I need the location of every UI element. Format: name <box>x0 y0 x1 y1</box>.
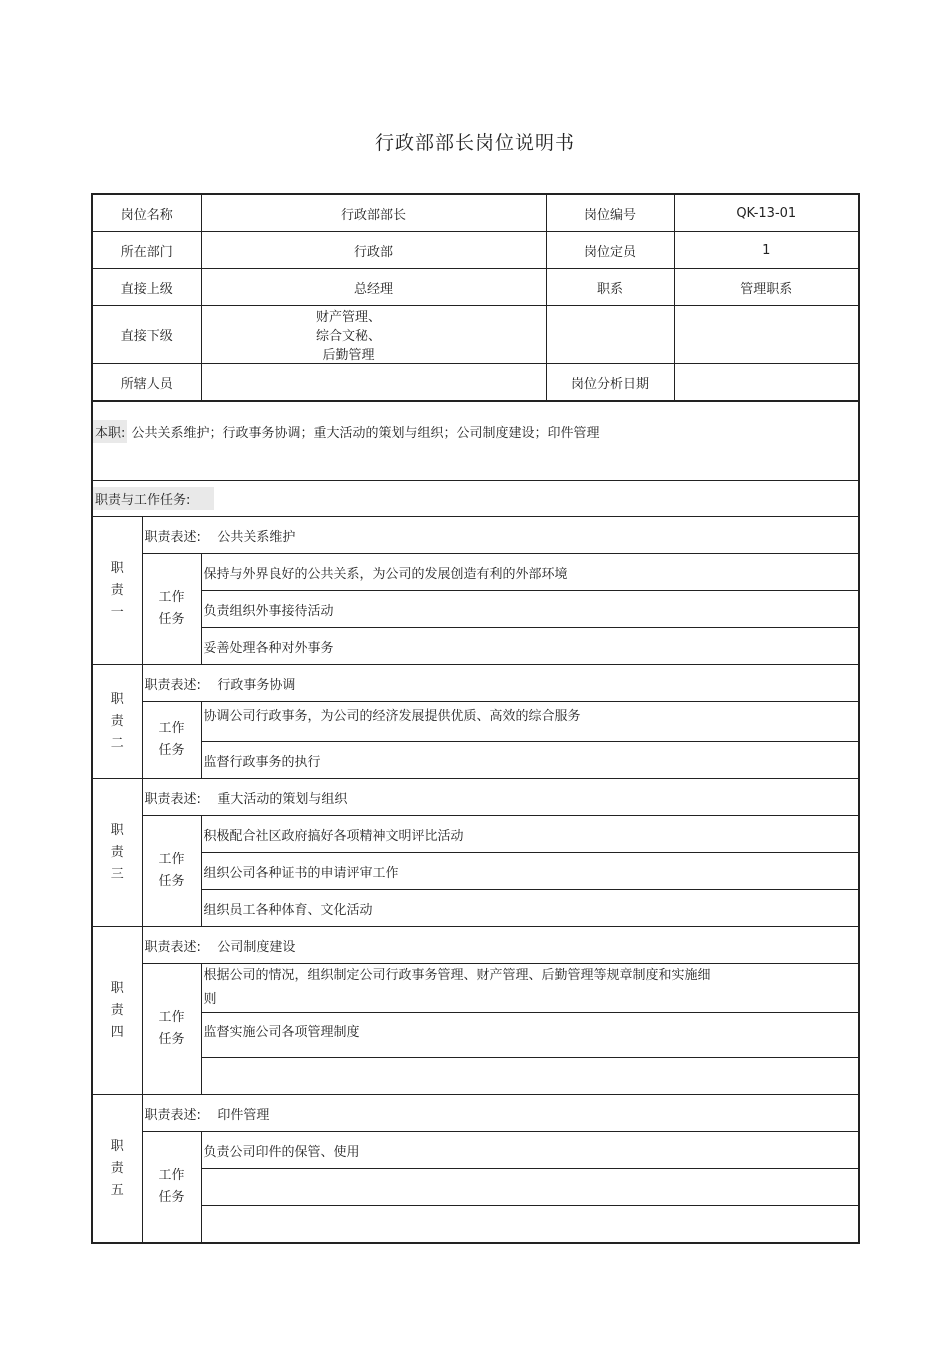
task-text-line: 根据公司的情况，组织制定公司行政事务管理、财产管理、后勤管理等规章制度和实施细 <box>203 968 711 983</box>
duty-desc-label: 职责表述: <box>144 791 201 807</box>
duty-1-task-row <box>92 628 859 665</box>
info-value <box>201 306 546 364</box>
duty-2-desc <box>142 665 859 702</box>
task-label: 任务 <box>158 612 185 627</box>
duty-label-char: 职 <box>110 691 124 707</box>
duty-desc-text: 重大活动的策划与组织 <box>217 791 348 807</box>
duty-label-char: 一 <box>110 604 124 620</box>
task-label: 任务 <box>158 1190 185 1205</box>
info-label: 所在部门 <box>92 232 201 269</box>
duty-2-desc-row <box>92 665 859 702</box>
info-value <box>674 306 859 364</box>
info-row <box>92 269 859 306</box>
duty-4-task-row <box>92 964 859 1013</box>
info-value <box>201 364 546 402</box>
duty-3-desc <box>142 779 859 816</box>
duty-desc-text: 行政事务协调 <box>217 677 296 693</box>
job-description-table <box>91 193 860 1244</box>
duties-header: 职责与工作任务: <box>93 487 214 510</box>
info-label: 岗位分析日期 <box>546 364 674 402</box>
task-label: 任务 <box>158 743 185 758</box>
duty-2-task-label <box>142 702 201 779</box>
duty-5-label <box>92 1095 142 1244</box>
duty-4-task-1 <box>201 964 859 1013</box>
duty-1-task-1: 保持与外界良好的公共关系，为公司的发展创造有利的外部环境 <box>201 554 859 591</box>
duty-1-task-label <box>142 554 201 665</box>
duty-5-task-1: 负责公司印件的保管、使用 <box>201 1132 859 1169</box>
duty-4-desc-row <box>92 927 859 964</box>
duty-label-char: 四 <box>110 1024 124 1040</box>
info-value: 行政部部长 <box>201 194 546 232</box>
duty-label-char: 责 <box>110 1160 124 1176</box>
duty-5-task-label <box>142 1132 201 1244</box>
info-row <box>92 194 859 232</box>
duty-label-char: 五 <box>110 1182 124 1198</box>
info-label: 职系 <box>546 269 674 306</box>
info-row <box>92 364 859 402</box>
duty-2-label <box>92 665 142 779</box>
core-duty-cell <box>92 401 859 481</box>
duty-3-task-3: 组织员工各种体育、文化活动 <box>201 890 859 927</box>
duty-desc-text: 公共关系维护 <box>217 529 296 545</box>
duty-label-char: 二 <box>110 735 124 751</box>
duty-1-task-2: 负责组织外事接待活动 <box>201 591 859 628</box>
duty-5-task-3 <box>201 1206 859 1244</box>
duty-3-task-label <box>142 816 201 927</box>
duty-desc-label: 职责表述: <box>144 1107 201 1123</box>
duty-3-task-row <box>92 816 859 853</box>
duty-2-task-2: 监督行政事务的执行 <box>201 742 859 779</box>
duty-2-task-1: 协调公司行政事务，为公司的经济发展提供优质、高效的综合服务 <box>201 702 859 742</box>
info-row <box>92 232 859 269</box>
duty-5-task-row <box>92 1206 859 1244</box>
info-value <box>674 364 859 402</box>
duty-4-task-label <box>142 964 201 1095</box>
task-label: 工作 <box>158 721 185 736</box>
info-label: 所辖人员 <box>92 364 201 402</box>
task-label: 工作 <box>158 1168 185 1183</box>
duty-label-char: 职 <box>110 980 124 996</box>
task-label: 工作 <box>158 852 185 867</box>
duty-5-desc <box>142 1095 859 1132</box>
duty-label-char: 职 <box>110 822 124 838</box>
core-duty-label: 本职: <box>93 420 127 443</box>
duty-5-desc-row <box>92 1095 859 1132</box>
info-label <box>546 306 674 364</box>
duty-4-task-row <box>92 1013 859 1058</box>
duty-2-task-row <box>92 702 859 742</box>
duty-4-label <box>92 927 142 1095</box>
task-label: 任务 <box>158 874 185 889</box>
info-label: 直接上级 <box>92 269 201 306</box>
duty-3-task-1: 积极配合社区政府搞好各项精神文明评比活动 <box>201 816 859 853</box>
duty-label-char: 责 <box>110 713 124 729</box>
task-label: 任务 <box>158 1032 185 1047</box>
duty-label-char: 职 <box>110 1138 124 1154</box>
duty-4-task-row <box>92 1058 859 1095</box>
task-text-line: 则 <box>203 992 217 1007</box>
info-label: 岗位编号 <box>546 194 674 232</box>
info-value: QK-13-01 <box>674 194 859 232</box>
duty-desc-label: 职责表述: <box>144 939 201 955</box>
task-label: 工作 <box>158 1010 185 1025</box>
duty-5-task-row <box>92 1132 859 1169</box>
duty-3-task-2: 组织公司各种证书的申请评审工作 <box>201 853 859 890</box>
duty-1-desc <box>142 517 859 554</box>
duty-5-task-row <box>92 1169 859 1206</box>
info-label: 岗位定员 <box>546 232 674 269</box>
duty-1-task-row <box>92 591 859 628</box>
info-value: 管理职系 <box>674 269 859 306</box>
duty-3-label <box>92 779 142 927</box>
duty-1-task-3: 妥善处理各种对外事务 <box>201 628 859 665</box>
info-label: 直接下级 <box>92 306 201 364</box>
page-title: 行政部部长岗位说明书 <box>374 132 575 154</box>
duty-1-label <box>92 517 142 665</box>
duty-1-task-row <box>92 554 859 591</box>
duty-desc-label: 职责表述: <box>144 529 201 545</box>
info-label: 岗位名称 <box>92 194 201 232</box>
duty-1-desc-row <box>92 517 859 554</box>
duty-3-task-row <box>92 853 859 890</box>
duty-4-task-2: 监督实施公司各项管理制度 <box>201 1013 859 1058</box>
duty-5-task-2 <box>201 1169 859 1206</box>
duty-label-char: 责 <box>110 582 124 598</box>
core-duty-text: 公共关系维护；行政事务协调；重大活动的策划与组织；公司制度建设；印件管理 <box>131 426 600 441</box>
duty-desc-text: 公司制度建设 <box>217 939 296 955</box>
duty-desc-label: 职责表述: <box>144 677 201 693</box>
duty-2-task-row <box>92 742 859 779</box>
duty-label-char: 职 <box>110 560 124 576</box>
task-label: 工作 <box>158 590 185 605</box>
subordinates-text: 财产管理、综合文秘、后勤管理 <box>316 310 382 363</box>
duty-desc-text: 印件管理 <box>217 1107 270 1123</box>
duty-3-desc-row <box>92 779 859 816</box>
core-duty-row <box>92 401 859 481</box>
duties-header-row <box>92 481 859 517</box>
duty-3-task-row <box>92 890 859 927</box>
info-value: 总经理 <box>201 269 546 306</box>
duties-header-cell <box>92 481 859 517</box>
info-row <box>92 306 859 364</box>
duty-4-task-3 <box>201 1058 859 1095</box>
duty-4-desc <box>142 927 859 964</box>
duty-label-char: 三 <box>110 866 124 882</box>
info-value: 1 <box>674 232 859 269</box>
duty-label-char: 责 <box>110 1002 124 1018</box>
info-value: 行政部 <box>201 232 546 269</box>
duty-label-char: 责 <box>110 844 124 860</box>
